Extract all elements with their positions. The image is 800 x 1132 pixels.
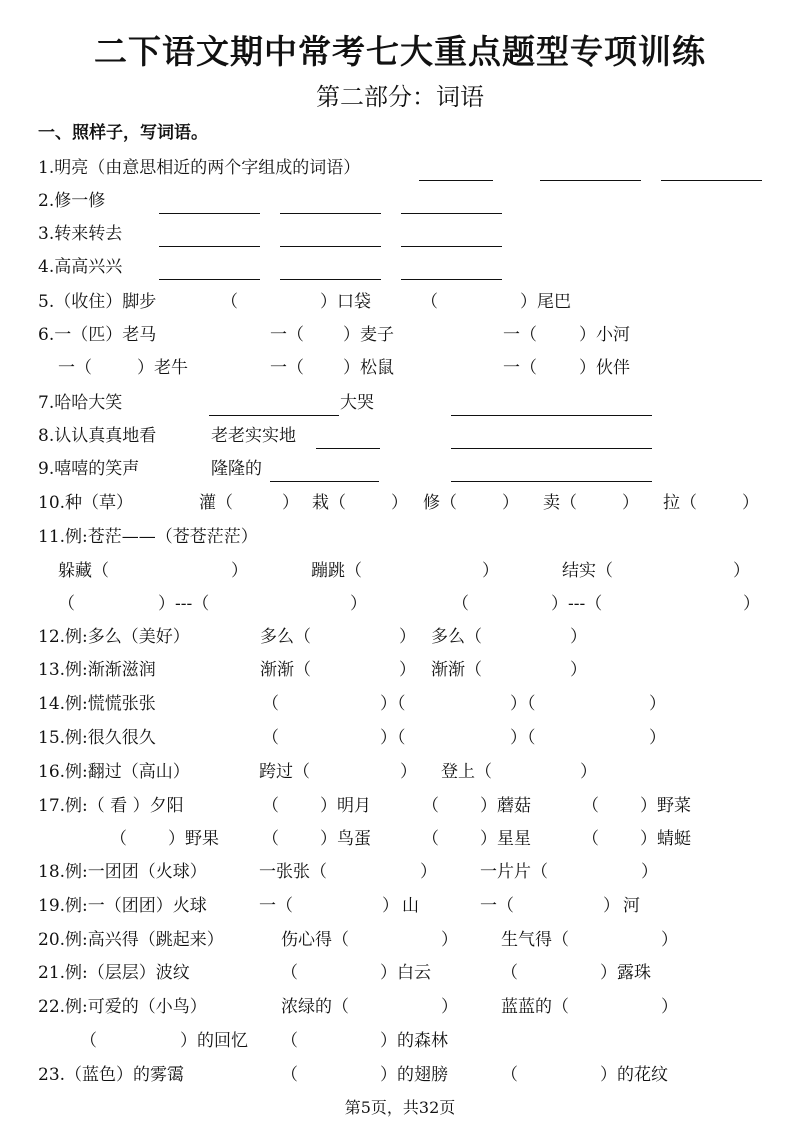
answer-blank-line[interactable] — [419, 180, 493, 181]
exercise-prompt: 2.修一修 — [38, 191, 106, 211]
exercise-text: ） — [391, 493, 408, 513]
exercise-text: （ — [422, 829, 439, 849]
exercise-row — [0, 824, 800, 854]
exercise-prompt: 3.转来转去 — [38, 224, 123, 244]
exercise-text: ）蜻蜓 — [640, 829, 691, 849]
answer-blank-line[interactable] — [270, 481, 379, 482]
exercise-text: ）小河 — [579, 325, 630, 345]
exercise-text: （ — [452, 594, 469, 614]
exercise-text: 渐渐（ — [431, 660, 482, 680]
exercise-text: 老老实实地 — [211, 426, 296, 446]
exercise-text: ） — [742, 493, 759, 513]
answer-blank-line[interactable] — [280, 246, 381, 247]
exercise-text: ）野果 — [168, 829, 219, 849]
exercise-prompt: 19.例:一（团团）火球 — [38, 896, 207, 916]
exercise-row — [0, 891, 800, 921]
exercise-row — [0, 723, 800, 753]
exercise-text: （ — [501, 963, 518, 983]
exercise-text: 修（ — [423, 493, 457, 513]
exercise-prompt: 11.例:苍茫——（苍苍茫茫） — [38, 527, 258, 547]
exercise-text: ）（ — [510, 728, 536, 748]
exercise-prompt: 23.（蓝色）的雾霭 — [38, 1065, 185, 1085]
exercise-text: 栽（ — [312, 493, 346, 513]
exercise-text: ）（ — [380, 694, 406, 714]
answer-blank-line[interactable] — [159, 279, 260, 280]
exercise-text: 渐渐（ — [260, 660, 311, 680]
exercise-text: ） — [441, 997, 458, 1017]
exercise-text: （ — [582, 796, 599, 816]
exercise-text: ）伙伴 — [579, 358, 630, 378]
exercise-prompt: 一（ — [58, 358, 92, 378]
exercise-prompt: 18.例:一团团（火球） — [38, 862, 207, 882]
exercise-row — [0, 992, 800, 1022]
exercise-text: ）的森林 — [380, 1031, 448, 1051]
exercise-prompt: （ — [110, 829, 127, 849]
exercise-text: 灌（ — [199, 493, 233, 513]
exercise-text: （ — [421, 292, 438, 312]
exercise-text: ） — [502, 493, 519, 513]
exercise-text: ）的回忆 — [180, 1031, 248, 1051]
exercise-text: 一（ — [480, 896, 514, 916]
exercise-prompt: 13.例:渐渐滋润 — [38, 660, 156, 680]
exercise-row — [0, 791, 800, 821]
exercise-prompt: 14.例:慌慌张张 — [38, 694, 156, 714]
exercise-text: 一（ — [259, 896, 293, 916]
exercise-text: 卖（ — [543, 493, 577, 513]
page-title: 二下语文期中常考七大重点题型专项训练 — [94, 32, 706, 71]
exercise-text: ）口袋 — [320, 292, 371, 312]
exercise-text: ） — [649, 728, 666, 748]
section-heading: 一、照样子，写词语。 — [38, 123, 208, 143]
answer-blank-line[interactable] — [401, 246, 502, 247]
exercise-text: ） — [441, 930, 458, 950]
exercise-text: ） — [570, 627, 587, 647]
exercise-prompt: （ — [58, 594, 75, 614]
exercise-text: ）鸟蛋 — [320, 829, 371, 849]
exercise-text: ）麦子 — [343, 325, 394, 345]
exercise-text: （ — [262, 796, 279, 816]
exercise-prompt: 5.（收住）脚步 — [38, 292, 157, 312]
exercise-text: 多么（ — [431, 627, 482, 647]
exercise-text: ） — [733, 561, 750, 581]
exercise-row — [0, 153, 800, 183]
exercise-text: 蓝蓝的（ — [501, 997, 569, 1017]
exercise-text: ）星星 — [480, 829, 531, 849]
exercise-row — [0, 857, 800, 887]
exercise-text: ） — [661, 997, 678, 1017]
exercise-text: （ — [262, 728, 279, 748]
exercise-text: 河 — [623, 896, 640, 916]
exercise-text: （ — [262, 694, 279, 714]
exercise-text: （ — [281, 1031, 298, 1051]
exercise-text: 浓绿的（ — [281, 997, 349, 1017]
exercise-prompt: 9.嘻嘻的笑声 — [38, 459, 140, 479]
exercise-text: ）明月 — [320, 796, 371, 816]
exercise-text: ） — [350, 594, 367, 614]
exercise-text: ）（ — [510, 694, 536, 714]
exercise-prompt: （ — [80, 1031, 97, 1051]
exercise-text: 一（ — [503, 358, 537, 378]
answer-blank-line[interactable] — [209, 415, 339, 416]
answer-blank-line[interactable] — [661, 180, 762, 181]
exercise-text: （ — [501, 1065, 518, 1085]
answer-blank-line[interactable] — [401, 213, 502, 214]
exercise-text: （ — [582, 829, 599, 849]
page-number: 第5页，共32页 — [344, 1098, 456, 1117]
exercise-row — [0, 556, 800, 586]
exercise-text: ） — [570, 660, 587, 680]
exercise-text: ） — [420, 862, 437, 882]
answer-blank-line[interactable] — [159, 213, 260, 214]
exercise-text: 山 — [402, 896, 419, 916]
exercise-text: ）野菜 — [640, 796, 691, 816]
exercise-prompt: 躲藏（ — [58, 561, 109, 581]
exercise-row — [0, 522, 800, 552]
exercise-text: ） — [580, 762, 597, 782]
exercise-row — [0, 219, 800, 249]
exercise-text: ） — [603, 896, 620, 916]
exercise-text: 隆隆的 — [211, 459, 262, 479]
exercise-text: 登上（ — [441, 762, 492, 782]
exercise-text: ） — [382, 896, 399, 916]
exercise-text: ）白云 — [380, 963, 431, 983]
exercise-prompt: 15.例:很久很久 — [38, 728, 156, 748]
exercise-text: 一片片（ — [480, 862, 548, 882]
exercise-prompt: 6.一（匹）老马 — [38, 325, 157, 345]
answer-blank-line[interactable] — [159, 246, 260, 247]
exercise-text: （ — [281, 1065, 298, 1085]
exercise-row — [0, 655, 800, 685]
exercise-row — [0, 689, 800, 719]
exercise-prompt: 22.例:可爱的（小鸟） — [38, 997, 207, 1017]
exercise-text: 一（ — [503, 325, 537, 345]
exercise-prompt: 17.例:（ 看 ）夕阳 — [38, 796, 184, 816]
exercise-prompt: 12.例:多么（美好） — [38, 627, 190, 647]
exercise-row — [0, 388, 800, 418]
answer-blank-line[interactable] — [451, 448, 652, 449]
exercise-text: ） — [400, 762, 417, 782]
exercise-text: ）的花纹 — [600, 1065, 668, 1085]
exercise-row — [0, 958, 800, 988]
exercise-row — [0, 925, 800, 955]
exercise-text: ） — [622, 493, 639, 513]
exercise-prompt: 8.认认真真地看 — [38, 426, 157, 446]
answer-blank-line[interactable] — [451, 481, 652, 482]
exercise-text: ）蘑菇 — [480, 796, 531, 816]
exercise-row — [0, 454, 800, 484]
exercise-text: ） — [399, 660, 416, 680]
exercise-text: 拉（ — [663, 493, 697, 513]
exercise-text: 一（ — [270, 325, 304, 345]
answer-blank-line[interactable] — [316, 448, 380, 449]
exercise-text: ） — [649, 694, 666, 714]
exercise-text: 跨过（ — [259, 762, 310, 782]
exercise-text: 一（ — [270, 358, 304, 378]
exercise-text: ）（ — [380, 728, 406, 748]
answer-blank-line[interactable] — [401, 279, 502, 280]
exercise-row — [0, 1060, 800, 1090]
exercise-text: 一张张（ — [259, 862, 327, 882]
answer-blank-line[interactable] — [451, 415, 652, 416]
exercise-text: ） — [661, 930, 678, 950]
exercise-text: 生气得（ — [501, 930, 569, 950]
exercise-prompt: 4.高高兴兴 — [38, 257, 123, 277]
exercise-text: （ — [281, 963, 298, 983]
exercise-row — [0, 1026, 800, 1056]
exercise-text: ） — [231, 561, 248, 581]
exercise-text: 蹦跳（ — [311, 561, 362, 581]
exercise-text: ）露珠 — [600, 963, 651, 983]
exercise-row — [0, 757, 800, 787]
exercise-text: ） — [399, 627, 416, 647]
exercise-text: ） — [482, 561, 499, 581]
exercise-row — [0, 353, 800, 383]
answer-blank-line[interactable] — [280, 213, 381, 214]
exercise-row — [0, 421, 800, 451]
exercise-prompt: 16.例:翻过（高山） — [38, 762, 190, 782]
exercise-text: 大哭 — [340, 393, 374, 413]
page-subtitle: 第二部分：词语 — [316, 83, 484, 111]
exercise-text: ）---（ — [551, 594, 603, 614]
exercise-text: （ — [262, 829, 279, 849]
exercise-prompt: 7.哈哈大笑 — [38, 393, 123, 413]
exercise-row — [0, 252, 800, 282]
exercise-row — [0, 287, 800, 317]
exercise-text: 结实（ — [562, 561, 613, 581]
exercise-prompt: 20.例:高兴得（跳起来） — [38, 930, 224, 950]
exercise-text: ）的翅膀 — [380, 1065, 448, 1085]
exercise-text: ）老牛 — [137, 358, 188, 378]
exercise-row — [0, 186, 800, 216]
exercise-text: ）尾巴 — [520, 292, 571, 312]
exercise-row — [0, 622, 800, 652]
exercise-text: ） — [743, 594, 760, 614]
exercise-prompt: 21.例:（层层）波纹 — [38, 963, 190, 983]
exercise-prompt: 10.种（草） — [38, 493, 134, 513]
exercise-row — [0, 488, 800, 518]
exercise-text: （ — [422, 796, 439, 816]
exercise-text: ） — [641, 862, 658, 882]
exercise-text: （ — [221, 292, 238, 312]
exercise-text: 伤心得（ — [281, 930, 349, 950]
answer-blank-line[interactable] — [540, 180, 641, 181]
exercise-prompt: 1.明亮（由意思相近的两个字组成的词语） — [38, 158, 361, 178]
exercise-row — [0, 320, 800, 350]
exercise-text: 多么（ — [260, 627, 311, 647]
exercise-text: ）松鼠 — [343, 358, 394, 378]
exercise-text: ）---（ — [158, 594, 210, 614]
exercise-text: ） — [282, 493, 299, 513]
answer-blank-line[interactable] — [280, 279, 381, 280]
exercise-row — [0, 589, 800, 619]
